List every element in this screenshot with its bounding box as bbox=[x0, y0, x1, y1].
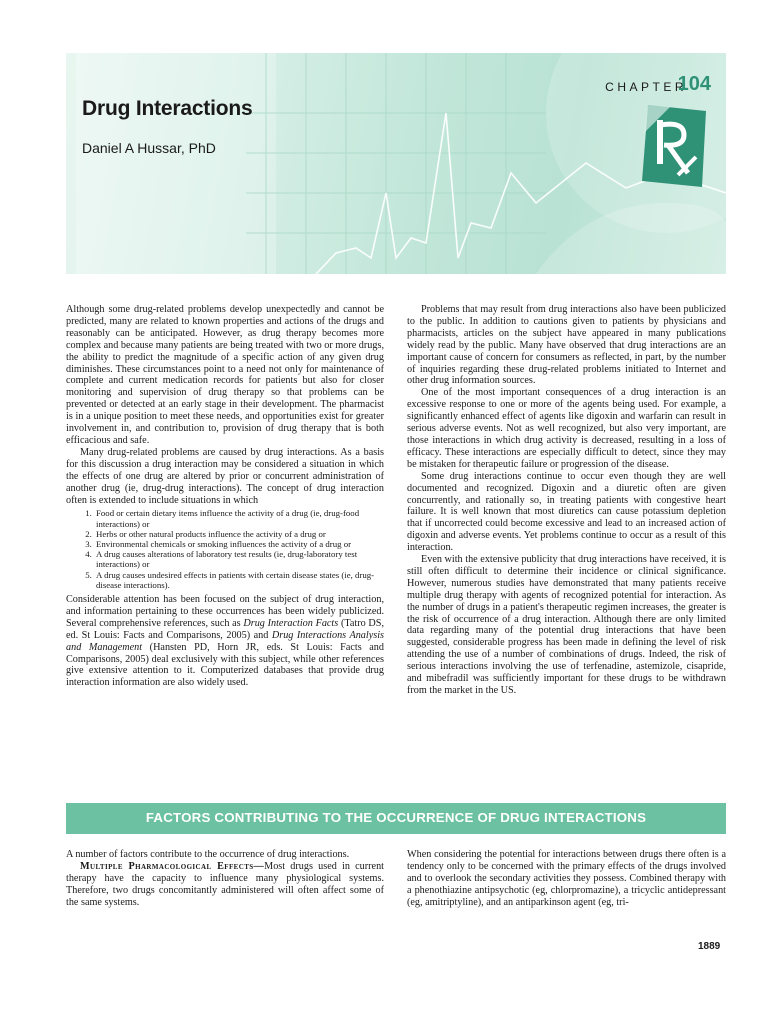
interaction-types-list bbox=[66, 508, 384, 590]
chapter-banner bbox=[66, 53, 726, 274]
paragraph: When considering the potential for interactions between drugs there often is a tendency only to be concerned with the primary effects of the drugs involved and to overlook the secondary activities they possess. Combined therapy with a phenothiazine antipsychotic (eg, chlorpromazine), a tricyclic antidepressant (eg, amitriptyline), and an antiparkinson agent (eg, tri- bbox=[407, 849, 726, 908]
list-item: 4. A drug causes alterations of laboratory test results (ie, drug-laboratory test interactions) or bbox=[94, 549, 384, 569]
section-title: FACTORS CONTRIBUTING TO THE OCCURRENCE OF DRUG INTERACTIONS bbox=[145, 810, 647, 825]
text-run: (Tatro DS, ed. St Louis: Facts and Comparisons, 2005) and bbox=[66, 617, 384, 641]
page-title: Drug Interactions bbox=[82, 97, 253, 120]
paragraph: A number of factors contribute to the occurrence of drug interactions. bbox=[66, 849, 350, 860]
paragraph: Even with the extensive publicity that drug interactions have received, it is still often difficult to determine their incidence or clinical significance. However, numerous studies have demonstrated that many patients receive multiple drug therapy with agents of recognized potential for interaction. As the number of drugs in a patient's therapeutic regimen increases, the greater is the risk of occurrence of a drug interaction. Although there are only limited data regarding many of the potential drug interactions that have been suggested, considerable progress has been made in defining the level of risk attending the use of a number of combinations of drugs. Indeed, the risk of serious interactions involving the use of terfenadine, astemizole, cisapride, and mibefradil was sufficiently important for these drugs to be withdrawn from the market in the US. bbox=[407, 554, 726, 696]
paragraph: Many drug-related problems are caused by drug interactions. As a basis for this discussion a drug interaction may be considered a situation in which the effects of one drug are altered by prior or concurrent administration of another drug (ie, drug-drug interactions). The concept of drug interaction often is extended to include situations in which bbox=[66, 446, 384, 506]
reference-title: Drug Interactions Analysis and Management bbox=[66, 629, 384, 653]
paragraph bbox=[66, 594, 384, 689]
reference-title: Drug Interaction Facts bbox=[243, 617, 339, 629]
paragraph: Problems that may result from drug interactions also have been publicized to the public. In addition to cautions given to patients by physicians and pharmacists, articles on the subject have appeared in many publications widely read by the public. Many have observed that drug interactions are an important cause of concern for consumers as reflected, in part, by the number of inquiries regarding these drug-related problems initiated to Internet and other drug information sources. bbox=[407, 304, 726, 387]
chapter-number: 104 bbox=[677, 73, 711, 95]
section-right-column bbox=[407, 849, 726, 909]
rx-prescription-icon bbox=[640, 103, 710, 189]
text-run: Considerable attention has been focused on the subject of drug interaction, and information pertaining to these occurrences has been widely publicized. Several comprehensive references, such as bbox=[66, 594, 384, 629]
list-item: 5. A drug causes undesired effects in patients with certain disease states (ie, drug-disease interactions). bbox=[94, 570, 384, 590]
list-item: 1. Food or certain dietary items influence the activity of a drug (ie, drug-food interactions) or bbox=[94, 508, 384, 528]
right-column bbox=[407, 304, 726, 697]
page-number: 1889 bbox=[698, 941, 721, 952]
left-column bbox=[66, 304, 384, 689]
list-item: 3. Environmental chemicals or smoking influences the activity of a drug or bbox=[94, 539, 384, 549]
paragraph bbox=[66, 861, 384, 909]
run-in-heading: Multiple Pharmacological Effects— bbox=[80, 860, 265, 872]
text-run: Most drugs used in current therapy have the capacity to influence many physiological systems. Therefore, two drugs concomitantly administered will often affect some of the same systems. bbox=[66, 860, 384, 908]
text-run: (Hansten PD, Horn JR, eds. St Louis: Facts and Comparisons, 2005) deal exclusively with this subject, while other references give extensive attention to it. Computerized databases that provide drug interaction information are also widely used. bbox=[66, 641, 384, 689]
paragraph: Some drug interactions continue to occur even though they are well documented and recognized. Digoxin and a diuretic often are given concurrently, and rationally so, in treating patients with congestive heart failure. It is well known that most diuretics can cause potassium depletion that if uncorrected could become excessive and lead to an increased action of digoxin and adverse events. Yet problems continue to occur as a result of this interaction. bbox=[407, 470, 726, 554]
author-name: Daniel A Hussar, PhD bbox=[82, 140, 216, 156]
section-heading-bar bbox=[66, 803, 726, 834]
paragraph: One of the most important consequences of a drug interaction is an excessive response to one or more of the agents being used. For example, a significantly enhanced effect of agents like digoxin and warfarin can result in serious adverse events. Not as well recognized, but also very important, are those interactions in which drug activity is decreased, resulting in a loss of efficacy. These interactions are especially difficult to detect, since they may be mistaken for therapeutic failure or progression of the disease. bbox=[407, 387, 726, 470]
chapter-label: CHAPTER bbox=[605, 80, 687, 94]
list-item: 2. Herbs or other natural products influence the activity of a drug or bbox=[94, 529, 384, 539]
section-left-column bbox=[66, 849, 384, 909]
paragraph: Although some drug-related problems develop unexpectedly and cannot be predicted, many are related to known properties and actions of the drugs and reasonably can be anticipated. However, as drug therapy becomes more complex and because many patients are being treated with two or more drugs, the ability to predict the magnitude of a specific action of any given drug diminishes. These circumstances point to a need not only for maintenance of complete and current medication records for patients but also for closer monitoring and supervision of drug therapy so that problems can be prevented or detected at an early stage in their development. The pharmacist is in a unique position to meet these needs, and opportunities exist for greater involvement in, and contribution to, provision of drug therapy that is both efficacious and safe. bbox=[66, 304, 384, 446]
